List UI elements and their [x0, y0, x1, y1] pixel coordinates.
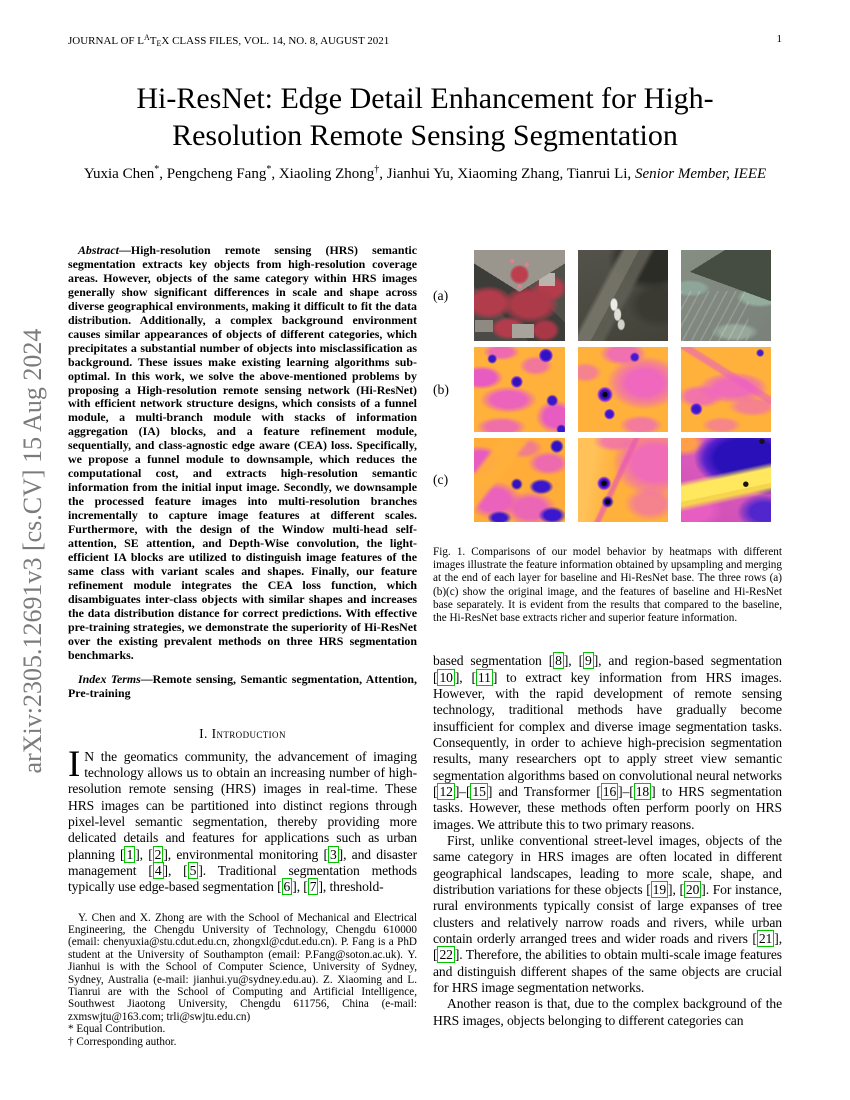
figure-image-hiresnet-heatmap-3	[681, 438, 771, 522]
body-paragraph-3: Another reason is that, due to the complex background of the HRS images, objects belonging to different categories can	[433, 996, 782, 1028]
figure-image-original-road	[578, 250, 668, 341]
citation-link[interactable]: 7	[309, 879, 317, 895]
index-terms-text: —Remote sensing, Semantic segmentation, Attention, Pre-training	[68, 671, 417, 700]
citation-link[interactable]: 8	[555, 653, 562, 669]
index-terms-label: Index Terms	[78, 671, 141, 686]
caption-label: Fig. 1.	[433, 546, 466, 558]
superscript-mark: *	[154, 164, 160, 175]
figure-row-c	[433, 438, 782, 522]
subscript-mark: E	[156, 39, 162, 48]
citation-link[interactable]: 15	[472, 783, 486, 799]
citation-link[interactable]: 9	[585, 653, 592, 669]
figure-image-hiresnet-heatmap-2	[578, 438, 668, 522]
citation-link[interactable]: 3	[329, 846, 337, 862]
journal-name: JOURNAL OF $L^AT_EX$ CLASS FILES, VOL. 14, NO. 8, AUGUST 2021	[68, 33, 390, 48]
citation-link[interactable]: 2	[154, 846, 162, 862]
figure-row-label-c: (c)	[433, 472, 449, 487]
abstract-paragraph	[68, 244, 417, 663]
caption-text: Comparisons of our model behavior by heatmaps with different images illustrate the feature information obtained by upsampling and merging at the end of each layer for baseline and Hi-ResNet base. The three rows (a)(b)(c) show the original image, and the features of baseline and Hi-ResNet base separately. It is evident from the results that compared to the baseline, the Hi-ResNet base extracts richer and superior feature information.	[433, 546, 782, 625]
author-line: Yuxia Chen*, Pengcheng Fang*, Xiaoling Zhong†, Jianhui Yu, Xiaoming Zhang, Tianrui Li, Senior Member, IEEE	[83, 164, 767, 182]
figure-1-caption	[433, 546, 782, 625]
citation-link[interactable]: 10	[439, 669, 453, 685]
figure-image-baseline-heatmap-1	[474, 347, 565, 432]
intro-paragraph-text: N the geomatics community, the advancement of imaging technology allows us to obtain an increasing number of high-resolution remote sensing (HRS) images in real-time. These HRS images can be partitioned into distinct regions through pixel-level semantic segmentation, thereby providing more delicated details and features for applications such as urban planning [ 1 ], [ 2 ], environmental monitoring [ 3 ], and disaster management [ 4 ], [ 5 ]. Traditional segmentation methods typically use edge-based segmentation [ 6 ], [ 7 ], threshold-	[68, 748, 418, 895]
index-terms-paragraph	[68, 673, 417, 701]
italic-text: Senior Member, IEEE	[634, 166, 767, 182]
citation-link[interactable]: 19	[652, 882, 667, 898]
superscript-mark: †	[374, 164, 380, 175]
page-number: 1	[776, 33, 782, 45]
citation-link[interactable]: 12	[439, 783, 453, 799]
left-column	[68, 244, 417, 1048]
equal-contribution-note: * Equal Contribution.	[68, 1023, 166, 1036]
section-heading-introduction: I. Introduction	[199, 725, 286, 741]
citation-link[interactable]: 18	[635, 783, 650, 799]
superscript-mark: A	[144, 33, 150, 42]
figure-image-original-highway	[681, 250, 771, 341]
citation-link[interactable]: 11	[477, 669, 491, 685]
superscript-mark: *	[266, 164, 272, 175]
figure-row-label-a: (a)	[433, 287, 449, 303]
citation-link[interactable]: 21	[758, 931, 773, 947]
corresponding-author-note: † Corresponding author.	[68, 1035, 177, 1048]
body-paragraph-1: based segmentation [ 8 ], [ 9 ], and region-based segmentation [ 10 ], [ 11 ] to extract key information from HRS images. However, with the rapid development of remote sensing technology, traditional methods have gradually become insufficient for complex and diverse image segmentation tasks. Consequently, in order to achieve high-precision segmentation results, many researchers opt to apply street view semantic segmentation algorithms based on convolutional neural networks [ 12 ]–[ 15 ] and Transformer [ 16 ]–[ 18 ] to HRS segmentation tasks. However, these methods often perform poorly on HRS images. We attribute this to two primary reasons.	[433, 653, 782, 832]
figure-row-a	[433, 250, 782, 341]
citation-link[interactable]: 1	[126, 846, 134, 862]
intro-dropcap: I	[68, 743, 81, 785]
author-affiliation-footnote: Y. Chen and X. Zhong are with the School of Mechanical and Electrical Engineering, the Chengdu University of Technology, Chengdu 610000 (email: chenyuxia@stu.cdut.edu.cn, zhongxl@cdut.edu.cn). P. Fang is a PhD student at the University of Southampton (email: P.Fang@soton.ac.uk). Y. Jianhui is with the School of Computer Science, University of Sydney, Sydney, Australia (e-mail: jianhui.yu@sydney.edu.au). Z. Xiaoming and L. Tianrui are with the School of Computing and Artificial Intelligence, Southwest Jiaotong University, Chengdu 611756, China (e-mail: zxmswjtu@163.com; trli@swjtu.edu.cn)	[68, 911, 417, 1023]
arxiv-watermark: arXiv:2305.12691v3 [cs.CV] 15 Aug 2024	[18, 328, 47, 774]
citation-link[interactable]: 22	[439, 947, 453, 963]
figure-image-original-city	[474, 250, 565, 341]
citation-link[interactable]: 4	[154, 862, 162, 878]
abstract-text: —High-resolution remote sensing (HRS) semantic segmentation extracts key objects from high-resolution coverage areas. However, objects of the same category within HRS images generally show significant differences in scale and shape across diverse geographical environments, making it difficult to fit the data distribution. Additionally, a complex background environment causes similar appearances of objects of different categories, which precipitates a substantial number of objects into misclassification as background. These issues make existing learning algorithms sub-optimal. In this work, we solve the above-mentioned problems by proposing a High-resolution remote sensing network (Hi-ResNet) with efficient network structure designs, which consists of a funnel module, a multi-branch module with stacks of information aggregation (IA) blocks, and a feature refinement module, sequentially, and class-agnostic edge aware (CEA) loss. Specifically, we propose a funnel module to downsample, which reduces the computational cost, and extracts high-resolution semantic information from the initial input image. Secondly, we downsample the processed feature images into multi-resolution branches incrementally to capture image features at different scales. Furthermore, with the design of the Window multi-head self-attention, SE attention, and Depth-Wise convolution, the light-efficient IA blocks are utilized to distinguish image features of the same class with variant scales and shapes. Finally, our feature refinement module integrates the CEA loss function, which disambiguates inter-class objects with similar shapes and increases the data distribution distance for correct predictions. With effective pre-training strategies, we demonstrate the superiority of Hi-ResNet over the existing prevalent methods on three HRS segmentation benchmarks.	[68, 243, 417, 662]
intro-paragraph	[68, 743, 418, 896]
figure-row-label-b: (b)	[433, 381, 449, 397]
right-column	[433, 243, 782, 1029]
figure-row-b	[433, 347, 782, 432]
figure-image-baseline-heatmap-3	[681, 347, 771, 432]
citation-link[interactable]: 6	[283, 879, 291, 895]
figure-image-hiresnet-heatmap-1	[474, 438, 565, 522]
body-paragraph-2: First, unlike conventional street-level images, objects of the same category in HRS images are often located in different geographical landscapes, leading to more scale, shape, and distribution variations for these objects [ 19 ], [ 20 ]. For instance, rural environments typically consist of large expanses of tree clusters and relatively narrow roads and rivers, while urban contain orderly arranged trees and wider roads and rivers [ 21 ], [ 22 ]. Therefore, the abilities to obtain multi-scale image features and distinguish different shapes of the same objects are crucial for HRS image segmentation networks.	[433, 833, 782, 996]
running-header	[68, 33, 782, 48]
citation-link[interactable]: 5	[189, 862, 197, 878]
citation-link[interactable]: 16	[602, 783, 617, 799]
paper-title: Hi-ResNet: Edge Detail Enhancement for High-Resolution Remote Sensing Segmentation	[136, 82, 714, 152]
figure-image-baseline-heatmap-2	[578, 347, 668, 432]
author-footnote-block	[68, 912, 417, 1048]
citation-link[interactable]: 20	[685, 882, 700, 898]
abstract-label: Abstract	[78, 243, 119, 257]
figure-1	[433, 250, 782, 522]
